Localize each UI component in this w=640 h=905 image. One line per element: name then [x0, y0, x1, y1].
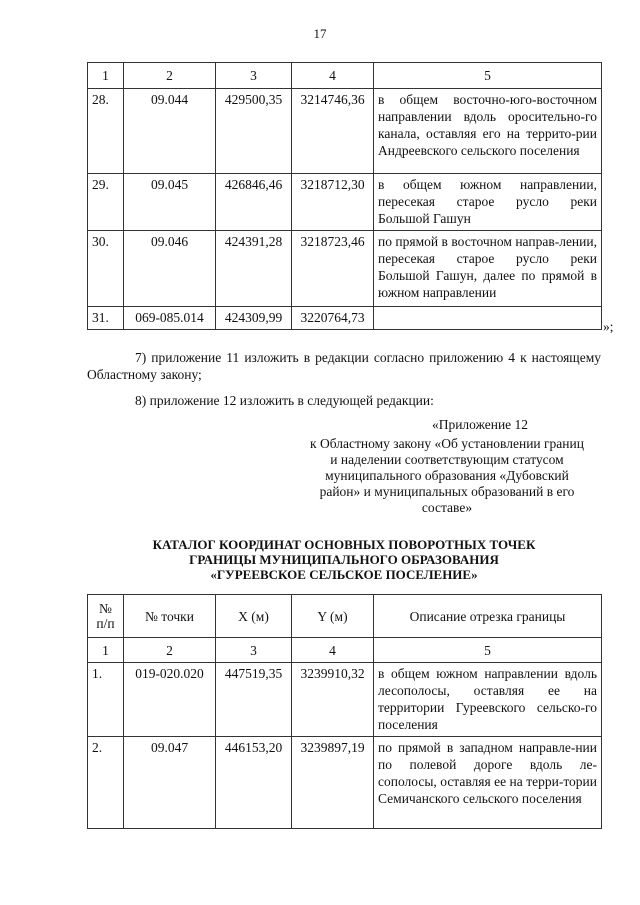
catalog-heading-line: КАТАЛОГ КООРДИНАТ ОСНОВНЫХ ПОВОРОТНЫХ ТОЧЕК	[152, 537, 536, 552]
y-coordinate: 3218712,30	[292, 174, 374, 231]
column-header-number	[88, 595, 124, 638]
table-row	[88, 307, 602, 330]
table-row	[88, 231, 602, 307]
row-number: 31.	[88, 307, 124, 330]
point-id: 09.047	[124, 737, 216, 829]
table-header-row	[88, 63, 602, 89]
segment-description: в общем южном направлении, пересекая старое русло реки Большой Гашун	[374, 174, 602, 231]
appendix-reference: к Областному закону «Об установлении границ и наделении соответствующим статусом муниципального образования «Дубовский район» и муниципальных образований в его составе»	[310, 436, 584, 515]
catalog-heading	[87, 537, 601, 582]
header-cell: 5	[374, 63, 602, 89]
segment-description: по прямой в западном направле-нии по полевой дороге вдоль ле-сополосы, оставляя ее на терри-тории Семичанского сельского поселения	[374, 737, 602, 829]
column-header-x: X (м)	[216, 595, 292, 638]
y-coordinate: 3239910,32	[292, 663, 374, 737]
catalog-heading-line: «ГУРЕЕВСКОЕ СЕЛЬСКОЕ ПОСЕЛЕНИЕ»	[210, 567, 478, 582]
page-number: 17	[313, 26, 327, 41]
row-number: 28.	[88, 89, 124, 174]
column-header-number-line2: п/п	[96, 616, 115, 631]
paragraph-8: 8) приложение 12 изложить в следующей редакции:	[135, 393, 434, 408]
row-number: 2.	[88, 737, 124, 829]
row-number: 1.	[88, 663, 124, 737]
x-coordinate: 446153,20	[216, 737, 292, 829]
point-id: 09.046	[124, 231, 216, 307]
x-coordinate: 429500,35	[216, 89, 292, 174]
coordinates-table	[87, 594, 602, 829]
table-row	[88, 89, 602, 174]
point-id: 069-085.014	[124, 307, 216, 330]
table-header-row	[88, 638, 602, 663]
x-coordinate: 426846,46	[216, 174, 292, 231]
y-coordinate: 3220764,73	[292, 307, 374, 330]
catalog-heading-line: ГРАНИЦЫ МУНИЦИПАЛЬНОГО ОБРАЗОВАНИЯ	[189, 552, 499, 567]
header-cell: 1	[88, 638, 124, 663]
column-header-point: № точки	[124, 595, 216, 638]
table-row	[88, 737, 602, 829]
segment-description: по прямой в восточном направ-лении, пересекая старое русло реки Большой Гашун, далее по прямой в южном направлении	[374, 231, 602, 307]
y-coordinate: 3239897,19	[292, 737, 374, 829]
header-cell: 2	[124, 638, 216, 663]
point-id: 09.045	[124, 174, 216, 231]
row-number: 30.	[88, 231, 124, 307]
segment-description	[374, 307, 602, 330]
segment-description: в общем южном направлении вдоль лесополосы, оставляя ее на территории Гуреевского сельско-го поселения	[374, 663, 602, 737]
coordinates-table-continued	[87, 62, 602, 330]
x-coordinate: 447519,35	[216, 663, 292, 737]
table-row	[88, 663, 602, 737]
header-cell: 1	[88, 63, 124, 89]
row-number: 29.	[88, 174, 124, 231]
table-row	[88, 174, 602, 231]
header-cell: 5	[374, 638, 602, 663]
header-cell: 2	[124, 63, 216, 89]
header-cell: 4	[292, 63, 374, 89]
header-cell: 4	[292, 638, 374, 663]
closing-quote: »;	[603, 319, 614, 334]
header-cell: 3	[216, 63, 292, 89]
column-header-number-line1: №	[99, 601, 112, 616]
point-id: 09.044	[124, 89, 216, 174]
segment-description: в общем восточно-юго-восточном направлении вдоль оросительно-го канала, оставляя его на террито-рии Андреевского сельского поселения	[374, 89, 602, 174]
paragraph-7: 7) приложение 11 изложить в редакции согласно приложению 4 к настоящему Областному закону;	[87, 350, 601, 382]
point-id: 019-020.020	[124, 663, 216, 737]
x-coordinate: 424391,28	[216, 231, 292, 307]
header-cell: 3	[216, 638, 292, 663]
column-header-row	[88, 595, 602, 638]
column-header-y: Y (м)	[292, 595, 374, 638]
appendix-title: «Приложение 12	[431, 417, 529, 432]
column-header-description: Описание отрезка границы	[374, 595, 602, 638]
y-coordinate: 3218723,46	[292, 231, 374, 307]
x-coordinate: 424309,99	[216, 307, 292, 330]
y-coordinate: 3214746,36	[292, 89, 374, 174]
